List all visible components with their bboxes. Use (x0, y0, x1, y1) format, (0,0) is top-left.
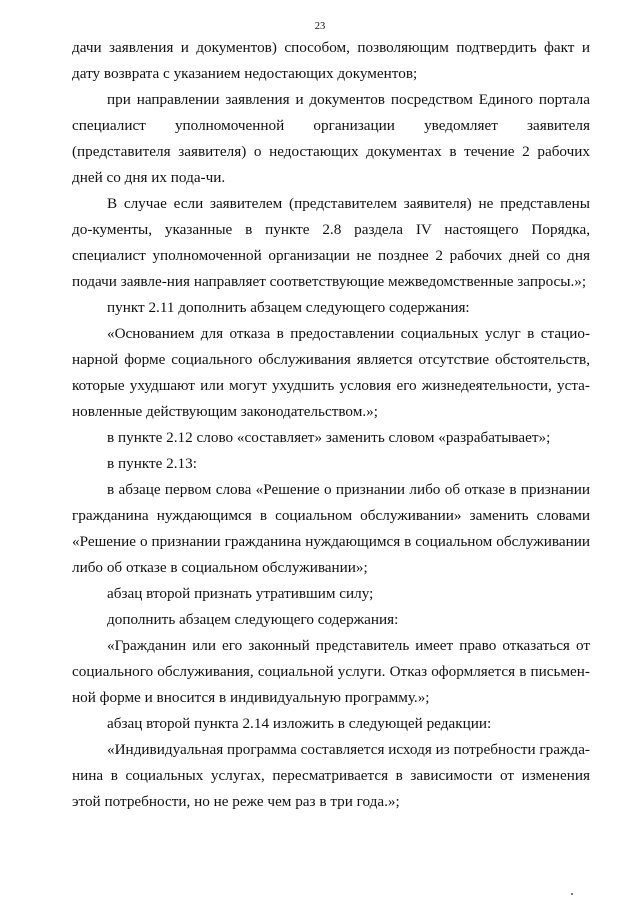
paragraph: в пункте 2.12 слово «составляет» заменить словом «разрабатывает»; (107, 429, 551, 446)
paragraph: В случае если заявителем (представителем заявителя) не представлены до-кументы, указанные в пункте 2.8 раздела IV настоящего Порядка, специалист уполномоченной организации не позднее 2 рабочих дней со дня подачи заявле-ния направляет соответствующие межведомственные запросы.»; (72, 195, 590, 290)
paragraph: при направлении заявления и документов посредством Единого портала специалист уполномоченной организации уведомляет заявителя (представителя заявителя) о недостающих документах в течение 2 рабочих дней со дня их пода-чи. (72, 91, 590, 186)
paragraph: «Гражданин или его законный представитель имеет право отказаться от социального обслуживания, социальной услуги. Отказ оформляется в письмен-ной форме и вносится в индивидуальную программу.»; (72, 637, 590, 706)
paragraph: абзац второй пункта 2.14 изложить в следующей редакции: (107, 715, 492, 732)
paragraph: абзац второй признать утратившим силу; (107, 585, 374, 602)
paragraph-continuation: дачи заявления и документов) способом, позволяющим подтвердить факт и дату возврата с указанием недостающих документов; (72, 39, 590, 82)
page-number: 23 (314, 21, 326, 32)
paragraph: пункт 2.11 дополнить абзацем следующего содержания: (107, 299, 470, 316)
paragraph: дополнить абзацем следующего содержания: (107, 611, 399, 628)
paragraph: в абзаце первом слова «Решение о признании либо об отказе в признании гражданина нуждающимся в социальном обслуживании» заменить словами «Решение о признании гражданина нуждающимся в социальном обслуживании либо об отказе в социальном обслуживании»; (72, 481, 590, 576)
paragraph: «Основанием для отказа в предоставлении социальных услуг в стацио-нарной форме социального обслуживания является отсутствие обстоятельств, которые ухудшают или могут ухудшить условия его жизнедеятельности, уста-новленные действующим законодательством.»; (72, 325, 590, 420)
paragraph: «Индивидуальная программа составляется исходя из потребности гражда-нина в социальных услугах, пересматривается в зависимости от изменения этой потребности, но не реже чем раз в три года.»; (72, 741, 590, 810)
document-body (72, 35, 590, 815)
scan-artifact (571, 893, 573, 895)
paragraph: в пункте 2.13: (107, 455, 197, 472)
